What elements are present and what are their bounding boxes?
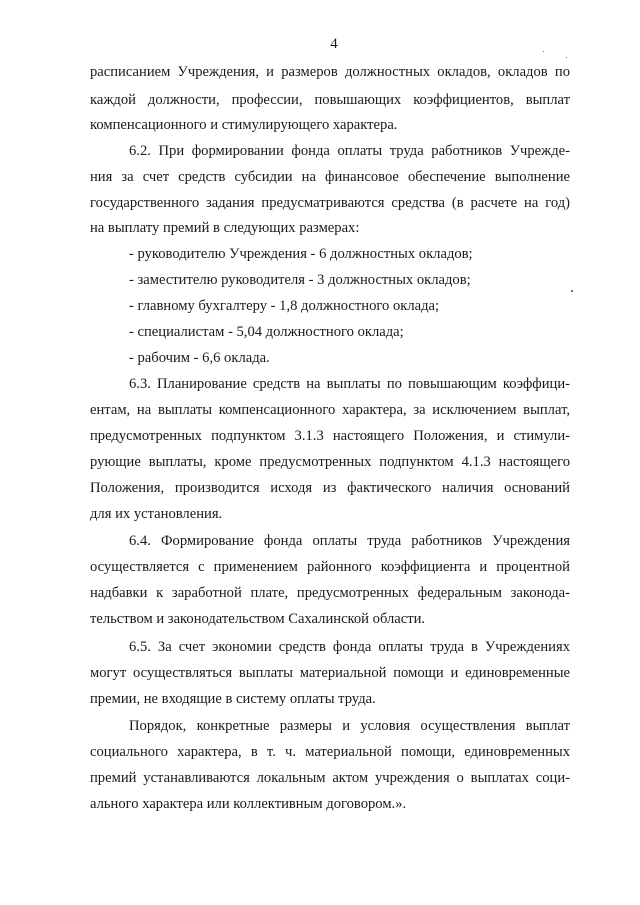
text-line: могут осуществляться выплаты материальной помощи и единовременные xyxy=(90,665,570,681)
scan-speck xyxy=(566,57,567,58)
text-line: тельством и законодательством Сахалинской области. xyxy=(90,611,426,627)
text-line: рующие выплаты, кроме предусмотренных подпунктом 4.1.3 настоящего xyxy=(90,454,570,470)
text-line: социального характера, в т. ч. материальной помощи, единовременных xyxy=(90,744,570,760)
text-line: государственного задания предусматриваются средства (в расчете на год) xyxy=(90,195,570,211)
text-line: надбавки к заработной плате, предусмотренных федеральным законода- xyxy=(90,585,570,601)
scan-speck xyxy=(571,290,573,292)
text-line: для их установления. xyxy=(90,506,223,522)
paragraph-6-2-first-line: 6.2. При формировании фонда оплаты труда работников Учрежде- xyxy=(129,143,570,159)
text-line: премий устанавливаются локальным актом учреждения о выплатах соци- xyxy=(90,770,570,786)
list-item: - рабочим - 6,6 оклада. xyxy=(129,350,270,366)
paragraph-order-first-line: Порядок, конкретные размеры и условия осуществления выплат xyxy=(129,718,570,734)
text-line: компенсационного и стимулирующего характера. xyxy=(90,117,398,133)
list-item: - главному бухгалтеру - 1,8 должностного оклада; xyxy=(129,298,440,314)
paragraph-6-3-first-line: 6.3. Планирование средств на выплаты по повышающим коэффици- xyxy=(129,376,570,392)
text-line: премии, не входящие в систему оплаты труда. xyxy=(90,691,376,707)
paragraph-6-4-first-line: 6.4. Формирование фонда оплаты труда работников Учреждения xyxy=(129,533,570,549)
page-number: 4 xyxy=(330,36,338,52)
paragraph-6-5-first-line: 6.5. За счет экономии средств фонда оплаты труда в Учреждениях xyxy=(129,639,570,655)
text-line: ального характера или коллективным договором.». xyxy=(90,796,407,812)
list-item: - заместителю руководителя - 3 должностных окладов; xyxy=(129,272,471,288)
text-line: ния за счет средств субсидии на финансовое обеспечение выполнение xyxy=(90,169,570,185)
text-line: расписанием Учреждения, и размеров должностных окладов, окладов по xyxy=(90,64,570,80)
list-item: - руководителю Учреждения - 6 должностных окладов; xyxy=(129,246,473,262)
list-item: - специалистам - 5,04 должностного оклада; xyxy=(129,324,404,340)
text-line: каждой должности, профессии, повышающих коэффициентов, выплат xyxy=(90,92,570,108)
text-line: осуществляется с применением районного коэффициента и процентной xyxy=(90,559,570,575)
text-line: Положения, производится исходя из фактического наличия оснований xyxy=(90,480,570,496)
text-line: предусмотренных подпунктом 3.1.3 настоящего Положения, и стимули- xyxy=(90,428,570,444)
text-line: ентам, на выплаты компенсационного характера, за исключением выплат, xyxy=(90,402,570,418)
text-line: на выплату премий в следующих размерах: xyxy=(90,220,360,236)
scan-speck xyxy=(543,51,544,52)
